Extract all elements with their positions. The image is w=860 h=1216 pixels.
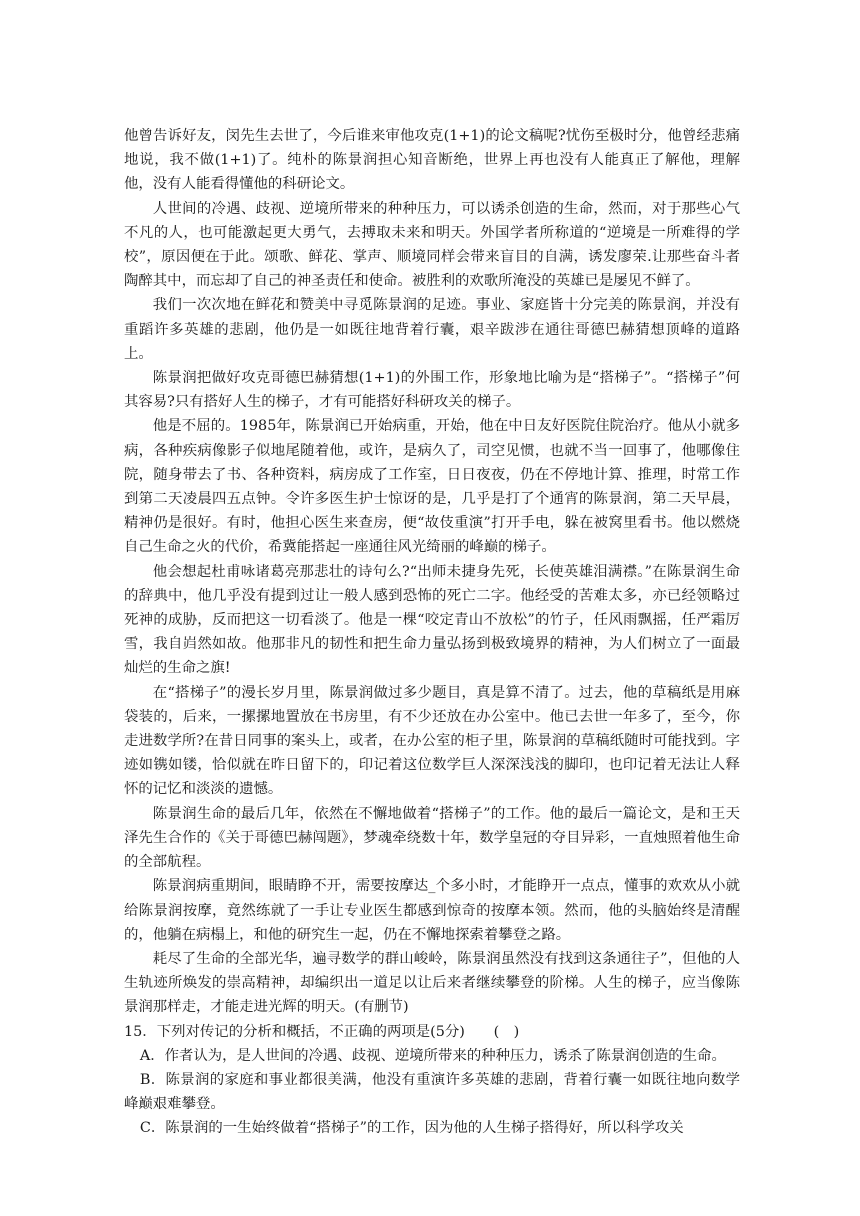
option-b: B．陈景润的家庭和事业都很美满，他没有重演许多英雄的悲剧，背着行囊一如既往地向数学峰巅艰难攀登。: [124, 1071, 740, 1113]
paragraph-4: 陈景润把做好攻克哥德巴赫猜想(1+1)的外围工作，形象地比喻为是“搭梯子”。“搭梯子”何其容易?只有搭好人生的梯子，才有可能搭好科研攻关的梯子。: [124, 370, 740, 411]
option-c: C．陈景润的一生始终做着“搭梯子”的工作，因为他的人生梯子搭得好，所以科学攻关: [139, 1120, 684, 1137]
option-a: A．作者认为，是人世间的冷遇、歧视、逆境所带来的种种压力，诱杀了陈景润创造的生命。: [139, 1047, 726, 1064]
document-page: [124, 124, 740, 1141]
paragraph-8: 陈景润生命的最后几年，依然在不懈地做着“搭梯子”的工作。他的最后一篇论文，是和王天泽先生合作的《关于哥德巴赫闯题》，梦魂牵绕数十年，数学皇冠的夺目异彩，一直烛照着他生命的全部航程。: [124, 805, 740, 871]
paragraph-6: 他会想起杜甫咏诸葛亮那悲壮的诗句么?“出师未捷身先死，长使英雄泪满襟。”在陈景润生命的辞典中，他几乎没有提到过让一般人感到恐怖的死亡二字。他经受的苦难太多，亦已经领略过死神的成胁，反而把这一切看淡了。他是一棵“咬定青山不放松”的竹子，任风雨飘摇，任严霜厉雪，我自岿然如故。他那非凡的韧性和把生命力量弘扬到极致境界的精神，为人们树立了一面最灿烂的生命之旗!: [124, 563, 740, 677]
question-stem: 15．下列对传记的分析和概括，不正确的两项是(5分) ( ): [124, 1023, 520, 1040]
paragraph-5: 他是不屈的。1985年，陈景润已开始病重，开始，他在中日友好医院住院治疗。他从小就多病，各种疾病像影子似地尾随着他，或许，是病久了，司空见惯，也就不当一回事了，他哪像住院，随身带去了书、各种资料，病房成了工作室，日日夜夜，仍在不停地计算、推理，时常工作到第二天凌晨四五点钟。令许多医生护士惊讶的是，几乎是打了个通宵的陈景润，第二天早晨，精神仍是很好。有时，他担心医生来查房，便“故伎重演”打开手电，躲在被窝里看书。他以燃烧自己生命之火的代价，希冀能搭起一座通往风光绮丽的峰巅的梯子。: [124, 418, 740, 556]
paragraph-9: 陈景润病重期间，眼睛睁不开，需要按摩达_个多小时，才能睁开一点点，懂事的欢欢从小就给陈景润按摩，竟然练就了一手让专业医生都感到惊奇的按摩本领。然而，他的头脑始终是清醒的，他躺在病榻上，和他的研究生一起，仍在不懈地探索着攀登之路。: [124, 878, 740, 943]
paragraph-3: 我们一次次地在鲜花和赞美中寻觅陈景润的足迹。事业、家庭皆十分完美的陈景润，并没有重蹈许多英雄的悲剧，他仍是一如既往地背着行囊，艰辛跋涉在通往哥德巴赫猜想顶峰的道路上。: [124, 297, 740, 362]
paragraph-1: 他曾告诉好友，闵先生去世了，今后谁来审他攻克(1+1)的论文稿呢?忧伤至极时分，他曾经悲痛地说，我不做(1+1)了。纯朴的陈景润担心知音断绝，世界上再也没有人能真正了解他，理解他，没有人能看得懂他的科研论文。: [124, 128, 740, 193]
paragraph-2: 人世间的冷遇、歧视、逆境所带来的种种压力，可以诱杀创造的生命，然而，对于那些心气不凡的人，也可能激起更大勇气，去搏取未来和明天。外国学者所称道的“逆境是一所难得的学校”，原因便在于此。颂歌、鲜花、掌声、顺境同样会带来盲目的自满，诱发廖荣.让那些奋斗者陶醉其中，而忘却了自己的神圣责任和使命。被胜利的欢歌所淹没的英雄已是屡见不鲜了。: [124, 200, 740, 290]
paragraph-10: 耗尽了生命的全部光华，遍寻数学的群山峻岭，陈景润虽然没有找到这条通往子”，但他的人生轨迹所焕发的崇高精神，却编织出一道足以让后来者继续攀登的阶梯。人生的梯子，应当像陈景润那样走，才能走进光辉的明天。(有删节): [124, 950, 740, 1016]
paragraph-7: 在“搭梯子”的漫长岁月里，陈景润做过多少题目，真是算不清了。过去，他的草稿纸是用麻袋装的，后来，一摞摞地置放在书房里，有不少还放在办公室中。他已去世一年多了，至今，你走进数学所?在昔日同事的案头上，或者，在办公室的柜子里，陈景润的草稿纸随时可能找到。字迹如镌如镂，恰似就在昨日留下的，印记着这位数学巨人深深浅浅的脚印，也印记着无法让人释怀的记忆和淡淡的遗憾。: [124, 684, 740, 798]
